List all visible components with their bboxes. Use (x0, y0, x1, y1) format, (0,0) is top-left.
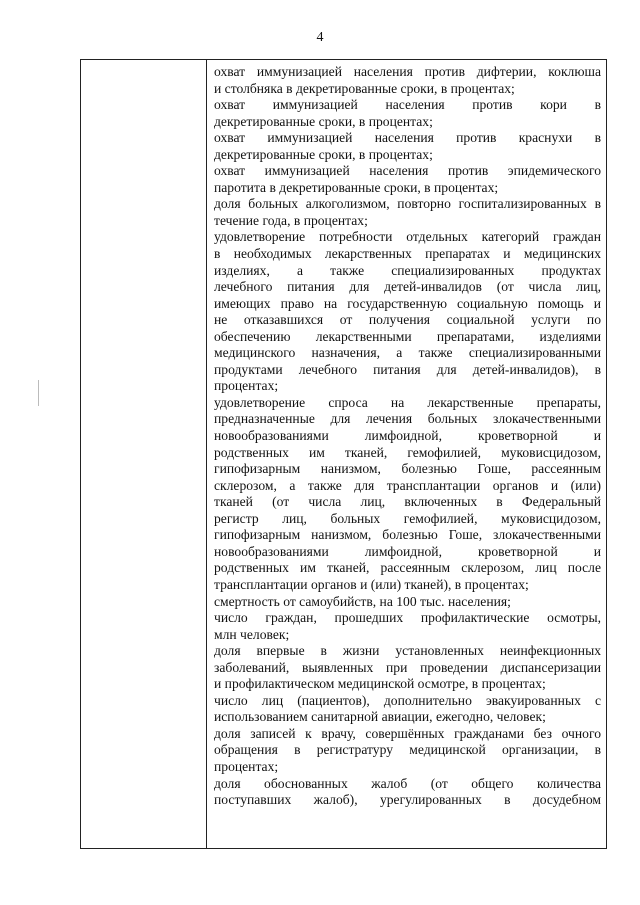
column-divider (206, 60, 207, 848)
text-line: новообразованиями лимфоидной, кроветворной и (214, 428, 601, 444)
text-line: процентах; (214, 758, 279, 774)
text-line: гипофизарным нанизмом, болезнью Гоше, рассеянным (214, 461, 601, 477)
indicator-paragraph (214, 64, 601, 97)
indicator-paragraph (214, 97, 601, 130)
text-line: лечебного питания для детей-инвалидов (от числа лиц, (214, 279, 601, 295)
text-line: удовлетворение потребности отдельных категорий граждан (214, 229, 601, 245)
indicator-paragraph (214, 196, 601, 229)
text-line: число лиц (пациентов), дополнительно эвакуированных с (214, 692, 601, 708)
indicator-paragraph (214, 610, 601, 643)
text-line: тканей (от числа лиц, включенных в Федеральный (214, 494, 601, 510)
text-line: доля впервые в жизни установленных неинфекционных (214, 643, 601, 659)
text-line: декретированные сроки, в процентах; (214, 146, 433, 162)
text-line: новообразованиями лимфоидной, кроветворной и (214, 543, 601, 559)
text-line: заболеваний, выявленных при проведении диспансеризации (214, 659, 601, 675)
text-line: продуктами лечебного питания для детей-инвалидов), в (214, 361, 601, 377)
text-line: использованием санитарной авиации, ежегодно, человек; (214, 709, 546, 725)
text-line: обращения в регистратуру медицинской организации, в (214, 742, 601, 758)
text-line: изделиях, а также специализированных продуктах (214, 262, 601, 278)
text-line: трансплантации органов и (или) тканей), в процентах; (214, 576, 529, 592)
text-line: доля записей к врачу, совершённых гражданами без очного (214, 725, 601, 741)
text-line: охват иммунизацией населения против эпидемического (214, 163, 601, 179)
text-line: охват иммунизацией населения против кори в (214, 97, 601, 113)
text-line: охват иммунизацией населения против краснухи в (214, 130, 601, 146)
text-line: в необходимых лекарственных препаратах и медицинских (214, 246, 601, 262)
indicator-paragraph (214, 594, 601, 611)
indicators-cell (214, 64, 601, 809)
text-line: млн человек; (214, 626, 290, 642)
indicator-paragraph (214, 693, 601, 726)
text-line: и профилактическом медицинской осмотре, в процентах; (214, 676, 546, 692)
indicator-paragraph (214, 643, 601, 693)
text-line: смертность от самоубийств, на 100 тыс. населения; (214, 593, 511, 609)
text-line: не отказавшихся от получения социальной услуги по (214, 312, 601, 328)
text-line: число граждан, прошедших профилактические осмотры, (214, 610, 601, 626)
text-line: доля больных алкоголизмом, повторно госпитализированных в (214, 196, 601, 212)
text-line: склерозом, а также для трансплантации органов и (или) (214, 477, 601, 493)
text-line: процентах; (214, 378, 279, 394)
indicator-paragraph (214, 726, 601, 776)
text-line: имеющих право на государственную социальную помощь и (214, 295, 601, 311)
text-line: регистр лиц, больных гемофилией, муковисцидозом, (214, 510, 601, 526)
text-line: течение года, в процентах; (214, 212, 368, 228)
text-line: медицинского назначения, а также специализированными (214, 345, 601, 361)
text-line: поступавших жалоб), урегулированных в досудебном (214, 792, 601, 808)
text-line: родственных им тканей, гемофилией, муковисцидозом, (214, 444, 601, 460)
page-number: 4 (316, 30, 324, 45)
indicators-table (80, 59, 607, 849)
text-line: охват иммунизацией населения против дифтерии, коклюша (214, 64, 601, 79)
text-line: гипофизарным нанизмом, болезнью Гоше, злокачественными (214, 527, 601, 543)
text-line: обеспечению лекарственными препаратами, изделиями (214, 328, 601, 344)
indicator-paragraph (214, 776, 601, 809)
text-line: доля обоснованных жалоб (от общего количества (214, 775, 601, 791)
indicator-paragraph (214, 395, 601, 594)
text-line: предназначенные для лечения больных злокачественными (214, 411, 601, 427)
indicator-paragraph (214, 130, 601, 163)
text-line: декретированные сроки, в процентах; (214, 113, 433, 129)
text-line: удовлетворение спроса на лекарственные препараты, (214, 394, 601, 410)
text-line: и столбняка в декретированные сроки, в процентах; (214, 80, 515, 96)
margin-mark (38, 380, 39, 406)
text-line: родственных им тканей, рассеянным склерозом, лиц после (214, 560, 601, 576)
text-line: паротита в декретированные сроки, в процентах; (214, 179, 499, 195)
indicator-paragraph (214, 229, 601, 394)
indicator-paragraph (214, 163, 601, 196)
